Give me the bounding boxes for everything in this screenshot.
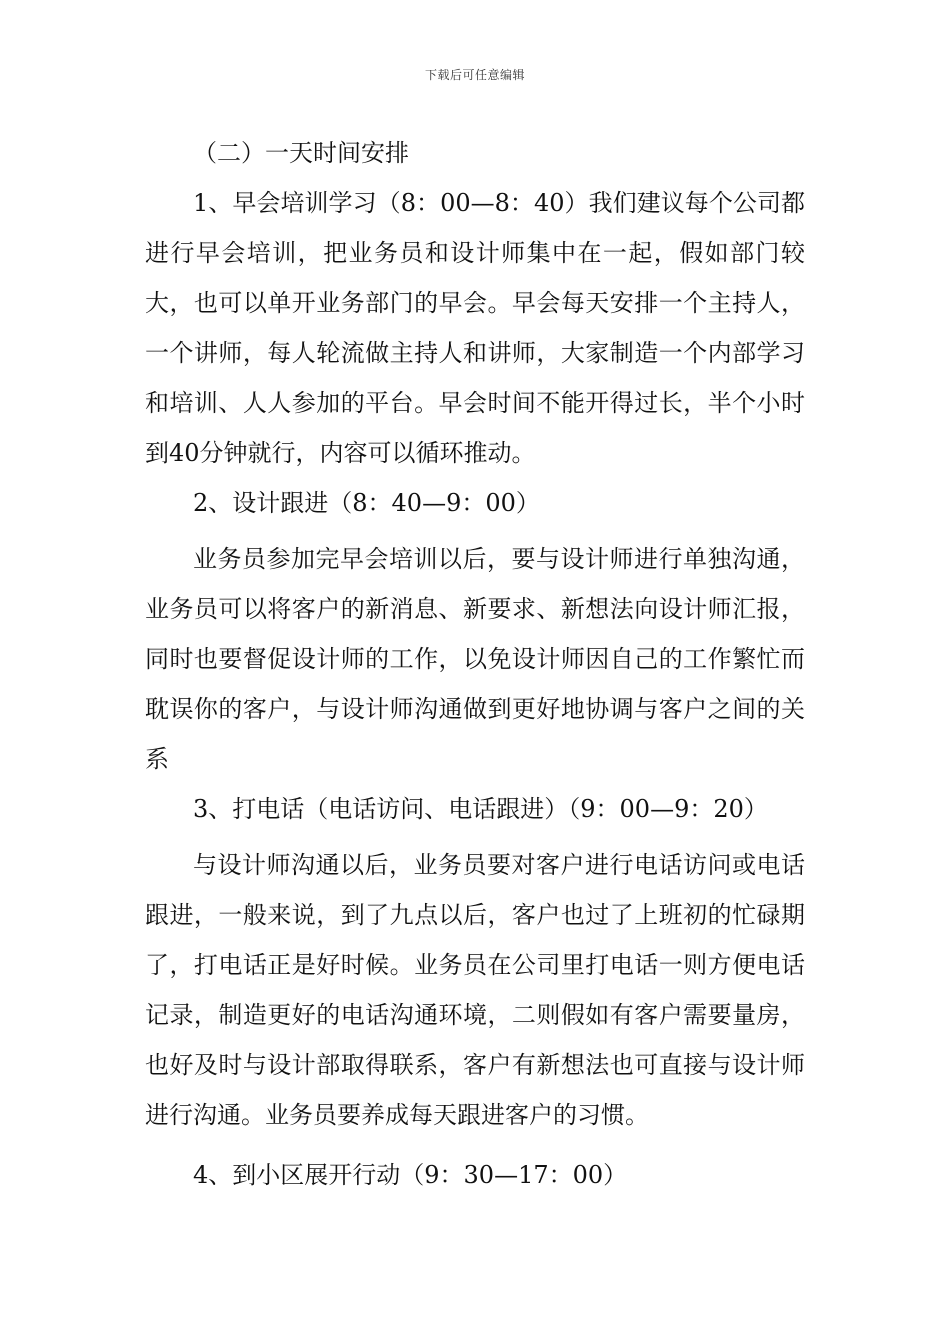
paragraph-design-followup: 业务员参加完早会培训以后，要与设计师进行单独沟通，业务员可以将客户的新消息、新要求、新想法向设计师汇报，同时也要督促设计师的工作，以免设计师因自己的工作繁忙而耽误你的客户，与设计师沟通做到更好地协调与客户之间的关系 [145, 545, 805, 773]
document-body [145, 128, 805, 1200]
item-heading-design-followup: 2、设计跟进（8：40—9：00） [193, 489, 540, 517]
paragraph-phone-calls: 与设计师沟通以后，业务员要对客户进行电话访问或电话跟进，一般来说，到了九点以后，客户也过了上班初的忙碌期了，打电话正是好时候。业务员在公司里打电话一则方便电话记录，制造更好的电话沟通环境，二则假如有客户需要量房，也好及时与设计部取得联系，客户有新想法也可直接与设计师进行沟通。业务员要养成每天跟进客户的习惯。 [145, 851, 805, 1129]
paragraph-morning-meeting: 1、早会培训学习（8：00—8：40）我们建议每个公司都进行早会培训，把业务员和设计师集中在一起，假如部门较大，也可以单开业务部门的早会。早会每天安排一个主持人，一个讲师，每人轮流做主持人和讲师，大家制造一个内部学习和培训、人人参加的平台。早会时间不能开得过长，半个小时到40分钟就行，内容可以循环推动。 [145, 189, 805, 467]
section-title: （二）一天时间安排 [193, 139, 409, 167]
page-header-note: 下载后可任意编辑 [424, 68, 525, 82]
item-heading-phone-calls: 3、打电话（电话访问、电话跟进）（9：00—9：20） [193, 795, 768, 823]
item-heading-community-action: 4、到小区展开行动（9：30—17：00） [193, 1161, 628, 1189]
